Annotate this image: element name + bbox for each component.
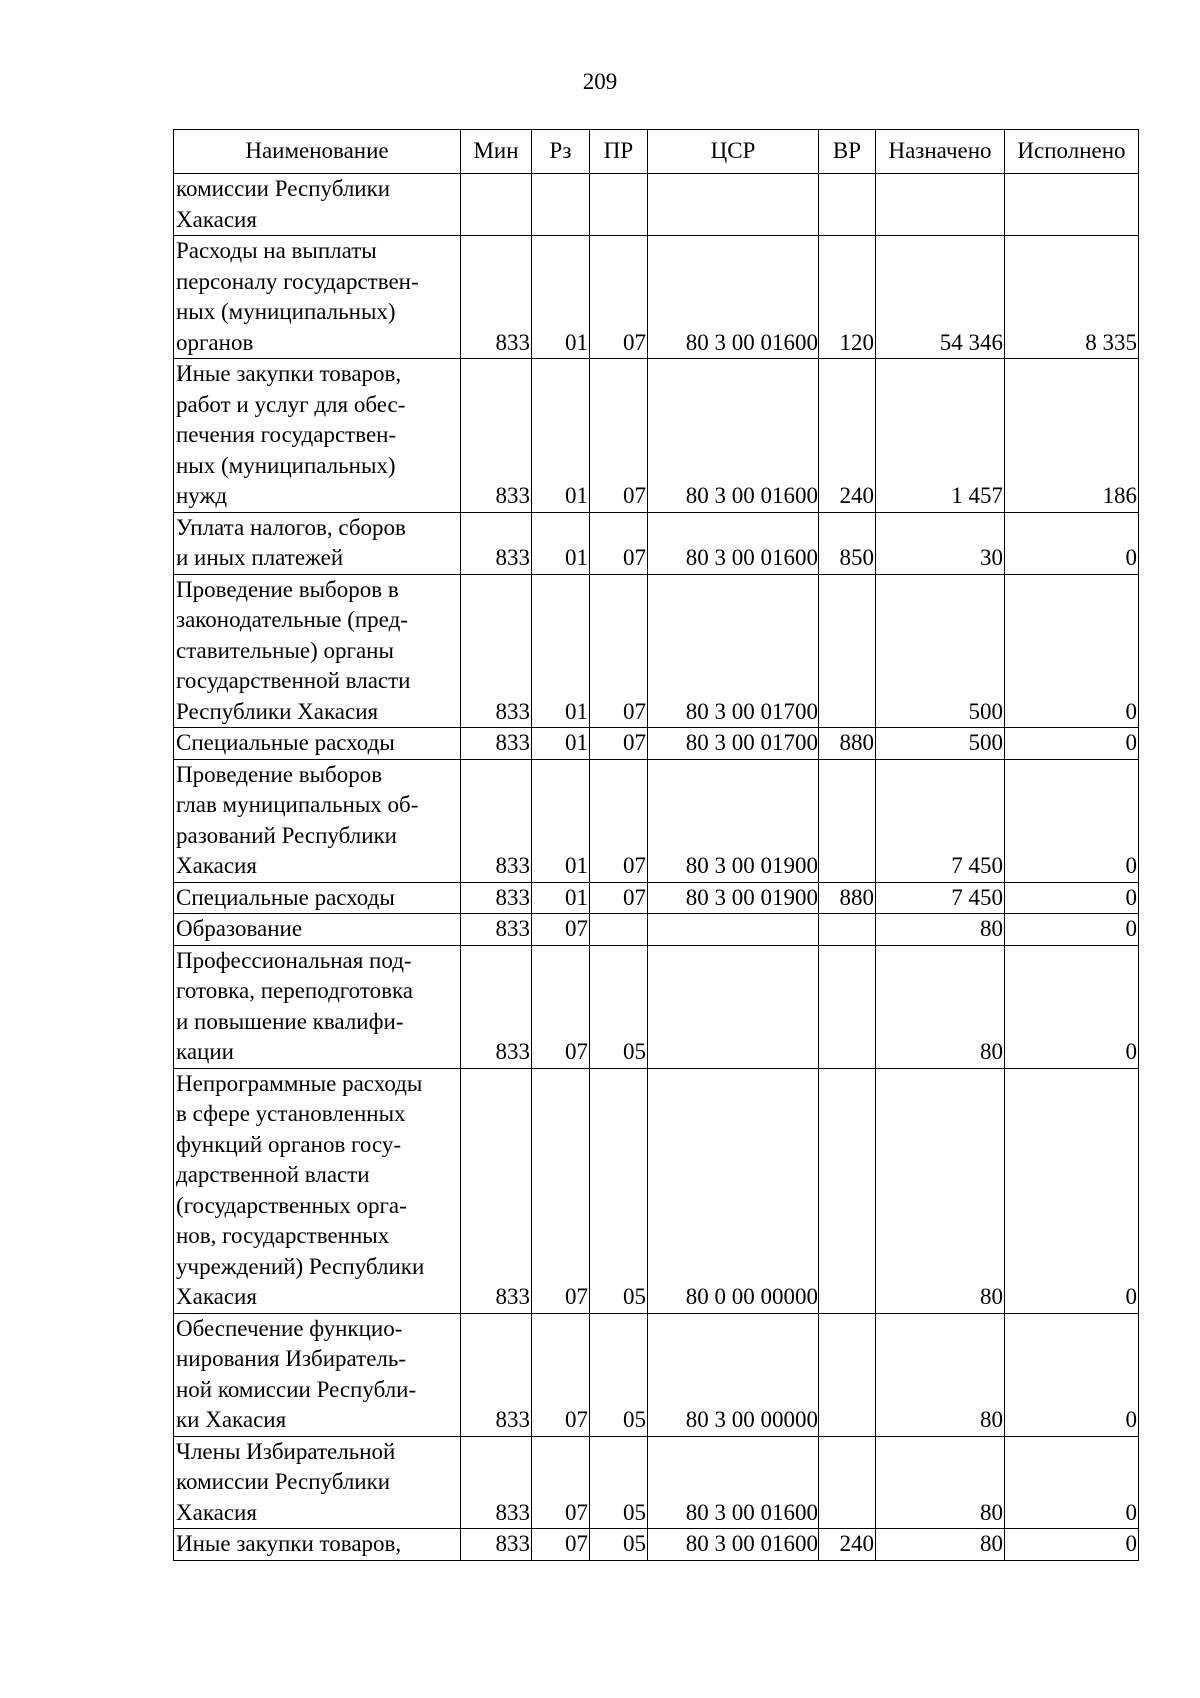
cell-executed: 0 [1005,1313,1139,1436]
cell-name: Профессиональная под- готовка, переподготовка и повышение квалифи- кации [174,945,461,1068]
cell-executed [1005,174,1139,236]
header-csr: ЦСР [648,130,819,174]
cell-min: 833 [461,359,532,513]
cell-pr: 07 [590,574,648,728]
cell-executed: 186 [1005,359,1139,513]
cell-vr: 850 [819,512,876,574]
cell-name: комиссии Республики Хакасия [174,174,461,236]
table-row [174,1068,1139,1313]
table-row [174,1313,1139,1436]
cell-min: 833 [461,574,532,728]
cell-vr [819,759,876,882]
table-header-row [174,130,1139,174]
cell-vr: 880 [819,728,876,760]
cell-rz: 07 [532,1068,590,1313]
cell-executed: 0 [1005,574,1139,728]
header-executed: Исполнено [1005,130,1139,174]
cell-csr: 80 3 00 01900 [648,882,819,914]
cell-pr: 05 [590,945,648,1068]
table-row [174,882,1139,914]
cell-csr: 80 3 00 01700 [648,574,819,728]
cell-pr: 07 [590,359,648,513]
cell-assigned: 54 346 [876,236,1005,359]
cell-min: 833 [461,882,532,914]
header-min: Мин [461,130,532,174]
header-vr: ВР [819,130,876,174]
cell-vr [819,574,876,728]
cell-pr: 07 [590,759,648,882]
cell-min: 833 [461,914,532,946]
cell-rz: 01 [532,512,590,574]
cell-min: 833 [461,1313,532,1436]
cell-assigned: 7 450 [876,759,1005,882]
cell-assigned: 500 [876,728,1005,760]
cell-executed: 0 [1005,945,1139,1068]
cell-name: Проведение выборов глав муниципальных об- разований Республики Хакасия [174,759,461,882]
header-pr: ПР [590,130,648,174]
cell-rz: 07 [532,914,590,946]
cell-csr: 80 3 00 01600 [648,1529,819,1561]
cell-executed: 0 [1005,914,1139,946]
cell-vr [819,914,876,946]
table-row [174,914,1139,946]
cell-pr [590,914,648,946]
table-row [174,728,1139,760]
cell-executed: 0 [1005,728,1139,760]
cell-assigned: 80 [876,1068,1005,1313]
cell-pr: 07 [590,512,648,574]
cell-pr: 05 [590,1529,648,1561]
cell-csr: 80 0 00 00000 [648,1068,819,1313]
header-name: Наименование [174,130,461,174]
cell-rz: 07 [532,1313,590,1436]
table-row [174,174,1139,236]
cell-executed: 8 335 [1005,236,1139,359]
cell-name: Уплата налогов, сборов и иных платежей [174,512,461,574]
cell-min: 833 [461,728,532,760]
cell-min: 833 [461,512,532,574]
cell-csr [648,914,819,946]
cell-assigned [876,174,1005,236]
cell-rz: 07 [532,1436,590,1529]
cell-rz: 01 [532,759,590,882]
cell-assigned: 80 [876,945,1005,1068]
cell-min [461,174,532,236]
cell-rz: 01 [532,882,590,914]
cell-vr: 880 [819,882,876,914]
cell-name: Непрограммные расходы в сфере установленных функций органов госу- дарственной власти (государственных орга- нов, государственных учреждений) Республики Хакасия [174,1068,461,1313]
cell-pr: 07 [590,236,648,359]
cell-min: 833 [461,1068,532,1313]
cell-csr: 80 3 00 01600 [648,512,819,574]
cell-name: Проведение выборов в законодательные (пред- ставительные) органы государственной власти Республики Хакасия [174,574,461,728]
cell-min: 833 [461,1529,532,1561]
cell-assigned: 30 [876,512,1005,574]
cell-rz: 07 [532,945,590,1068]
cell-pr: 05 [590,1436,648,1529]
cell-vr: 240 [819,359,876,513]
table-row [174,945,1139,1068]
cell-name: Члены Избирательной комиссии Республики Хакасия [174,1436,461,1529]
cell-min: 833 [461,759,532,882]
table-row [174,512,1139,574]
header-rz: Рз [532,130,590,174]
cell-min: 833 [461,236,532,359]
cell-rz: 07 [532,1529,590,1561]
cell-vr [819,945,876,1068]
table-row [174,236,1139,359]
cell-vr [819,1313,876,1436]
cell-executed: 0 [1005,512,1139,574]
cell-assigned: 80 [876,914,1005,946]
cell-csr: 80 3 00 01900 [648,759,819,882]
cell-csr [648,945,819,1068]
cell-pr: 07 [590,882,648,914]
cell-assigned: 80 [876,1436,1005,1529]
cell-assigned: 80 [876,1529,1005,1561]
table-row [174,1529,1139,1561]
cell-rz: 01 [532,728,590,760]
budget-table [173,129,1139,1561]
cell-name: Образование [174,914,461,946]
table-row [174,759,1139,882]
cell-name: Иные закупки товаров, [174,1529,461,1561]
cell-name: Иные закупки товаров, работ и услуг для обес- печения государствен- ных (муниципальных) нужд [174,359,461,513]
cell-rz: 01 [532,574,590,728]
cell-csr: 80 3 00 00000 [648,1313,819,1436]
cell-rz [532,174,590,236]
cell-executed: 0 [1005,1529,1139,1561]
cell-vr [819,1436,876,1529]
cell-assigned: 80 [876,1313,1005,1436]
table-row [174,359,1139,513]
cell-name: Расходы на выплаты персоналу государствен- ных (муниципальных) органов [174,236,461,359]
cell-vr [819,174,876,236]
cell-vr: 120 [819,236,876,359]
cell-assigned: 500 [876,574,1005,728]
cell-pr: 05 [590,1313,648,1436]
cell-pr [590,174,648,236]
cell-name: Обеспечение функцио- нирования Избиратель- ной комиссии Республи- ки Хакасия [174,1313,461,1436]
cell-rz: 01 [532,359,590,513]
cell-executed: 0 [1005,759,1139,882]
cell-executed: 0 [1005,882,1139,914]
cell-assigned: 7 450 [876,882,1005,914]
cell-csr: 80 3 00 01600 [648,359,819,513]
cell-pr: 05 [590,1068,648,1313]
cell-name: Специальные расходы [174,882,461,914]
cell-vr: 240 [819,1529,876,1561]
cell-vr [819,1068,876,1313]
page-number: 209 [582,69,618,94]
cell-assigned: 1 457 [876,359,1005,513]
header-assigned: Назначено [876,130,1005,174]
cell-name: Специальные расходы [174,728,461,760]
cell-csr: 80 3 00 01600 [648,1436,819,1529]
cell-csr [648,174,819,236]
table-row [174,574,1139,728]
cell-pr: 07 [590,728,648,760]
cell-csr: 80 3 00 01600 [648,236,819,359]
cell-min: 833 [461,945,532,1068]
cell-executed: 0 [1005,1436,1139,1529]
table-row [174,1436,1139,1529]
cell-min: 833 [461,1436,532,1529]
cell-rz: 01 [532,236,590,359]
cell-csr: 80 3 00 01700 [648,728,819,760]
cell-executed: 0 [1005,1068,1139,1313]
